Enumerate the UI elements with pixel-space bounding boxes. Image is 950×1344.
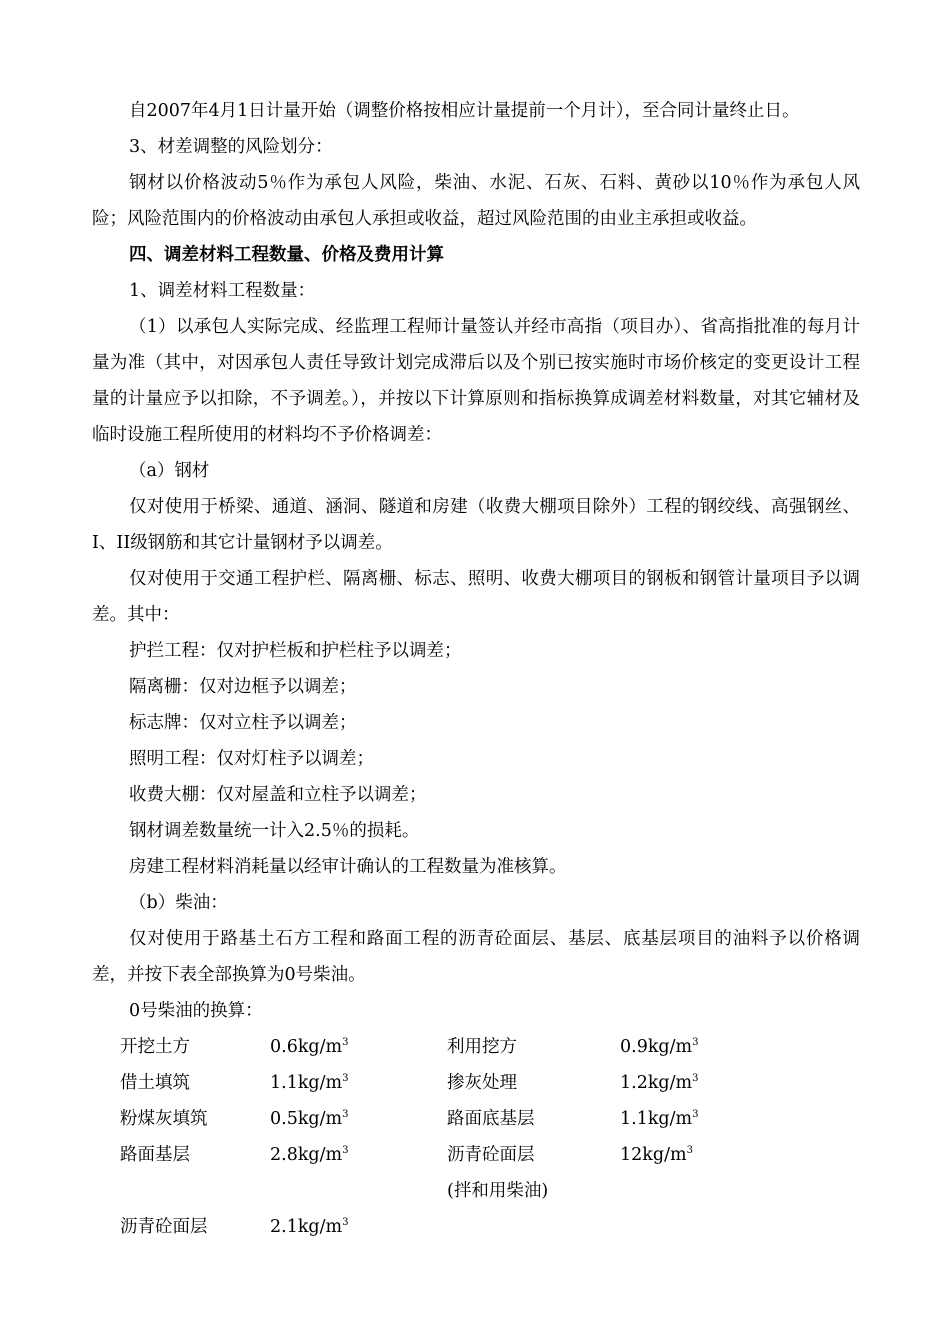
paragraph-quantity-basis: （1）以承包人实际完成、经监理工程师计量签认并经市高指（项目办）、省高指批准的每月计量为准（其中，对因承包人责任导致计划完成滞后以及个别已按实施时市场价核定的变更设计工程量的计量应予以扣除，不予调差。），并按以下计算原则和指标换算成调差材料数量，对其它辅材及临时设施工程所使用的材料均不予价格调差： [92,317,860,445]
table-value: $12kg/m^3$ [620,1145,693,1165]
paragraph-steel-bridges: 仅对使用于桥梁、通道、涵洞、隧道和房建（收费大棚项目除外）工程的钢绞线、高强钢丝、I、II级钢筋和其它计量钢材予以调差。 [92,497,860,553]
table-value: $0.5kg/m^3$ [270,1109,349,1129]
table-item: 利用挖方 [447,1037,517,1057]
diesel-conversion-heading: 0号柴油的换算： [129,1001,263,1021]
paragraph-guardrail: 护拦工程：仅对护栏板和护栏柱予以调差； [129,641,462,661]
table-item: 沥青砼面层 [120,1217,208,1237]
table-value: $0.6kg/m^3$ [270,1037,349,1057]
paragraph-fence: 隔离栅：仅对边框予以调差； [129,677,357,697]
table-value: $1.2kg/m^3$ [620,1073,699,1093]
table-value: $2.1kg/m^3$ [270,1217,349,1237]
section-4-heading: 四、调差材料工程数量、价格及费用计算 [129,245,444,265]
table-item-note: (拌和用柴油) [447,1181,549,1201]
subsection-1-heading: 1、调差材料工程数量： [129,281,316,301]
table-item: 掺灰处理 [447,1073,517,1093]
table-value: $0.9kg/m^3$ [620,1037,699,1057]
paragraph-adjustment-period: 自2007年4月1日计量开始（调整价格按相应计量提前一个月计），至合同计量终止日。 [129,101,800,121]
paragraph-sign: 标志牌：仅对立柱予以调差； [129,713,357,733]
item-a-steel: （a）钢材 [129,461,210,481]
table-item: 开挖土方 [120,1037,190,1057]
section-3-heading: 3、材差调整的风险划分： [129,137,333,157]
table-value: $1.1kg/m^3$ [270,1073,349,1093]
paragraph-steel-traffic: 仅对使用于交通工程护栏、隔离栅、标志、照明、收费大棚项目的钢板和钢管计量项目予以调差。其中： [92,569,860,625]
table-item: 路面底基层 [447,1109,535,1129]
table-item: 粉煤灰填筑 [120,1109,208,1129]
paragraph-risk-division: 钢材以价格波动5％作为承包人风险，柴油、水泥、石灰、石料、黄砂以10％作为承包人风险；风险范围内的价格波动由承包人承担或收益，超过风险范围的由业主承担或收益。 [92,173,860,229]
table-item: 沥青砼面层 [447,1145,535,1165]
paragraph-steel-loss: 钢材调差数量统一计入2.5％的损耗。 [129,821,420,841]
paragraph-diesel-scope: 仅对使用于路基土石方工程和路面工程的沥青砼面层、基层、底基层项目的油料予以价格调差，并按下表全部换算为0号柴油。 [92,929,860,985]
paragraph-building-materials: 房建工程材料消耗量以经审计确认的工程数量为准核算。 [129,857,567,877]
table-item: 借土填筑 [120,1073,190,1093]
paragraph-toll-canopy: 收费大棚：仅对屋盖和立柱予以调差； [129,785,427,805]
table-value: $2.8kg/m^3$ [270,1145,349,1165]
paragraph-lighting: 照明工程：仅对灯柱予以调差； [129,749,374,769]
table-value: $1.1kg/m^3$ [620,1109,699,1129]
table-item: 路面基层 [120,1145,190,1165]
item-b-diesel: （b）柴油： [129,893,228,913]
